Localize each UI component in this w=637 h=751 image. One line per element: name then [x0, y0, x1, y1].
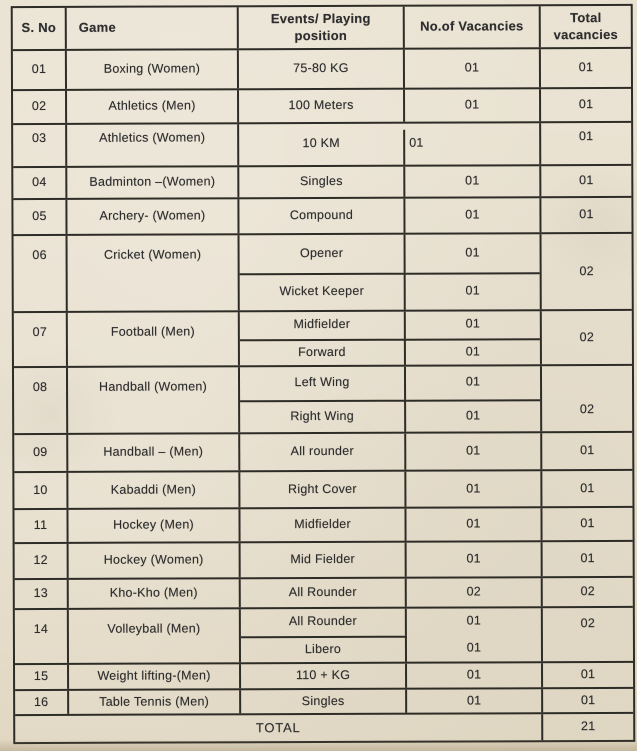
event-subrow [239, 166, 539, 197]
header-total: Total vacancies [553, 10, 619, 42]
vacancy-cell: 01 [406, 338, 540, 365]
event-cell: Mid Fielder [241, 543, 407, 578]
events-group [239, 49, 541, 88]
total-row [15, 714, 633, 742]
table-row [13, 198, 631, 236]
game-cell: Football (Men) [68, 312, 240, 366]
vacancy-cell: 01 [466, 667, 482, 682]
event-subrow [241, 663, 541, 688]
event-cell: Opener [240, 235, 406, 273]
game-cell: Hockey (Men) [68, 509, 240, 542]
sno-cell: 14 [15, 610, 69, 663]
total-cell: 01 [578, 129, 594, 144]
total-cell: 02 [579, 402, 595, 417]
total-cell: 02 [579, 329, 595, 344]
game-cell: Handball (Women) [68, 367, 240, 433]
event-cell: All Rounder [241, 579, 407, 608]
events-group [240, 471, 542, 507]
total-cell: 01 [579, 207, 594, 222]
sno-cell: 11 [14, 510, 68, 542]
event-cell: Singles [239, 167, 405, 198]
vacancy-cell: 01 [464, 60, 480, 75]
event-subrow [239, 49, 539, 88]
vacancy-cell: 01 [409, 135, 424, 150]
header-vacancies: No.of Vacancies [405, 6, 541, 47]
vacancy-cell: 02 [466, 584, 481, 599]
table-row [15, 663, 633, 691]
game-cell: Table Tennis (Men) [69, 690, 241, 714]
events-group [240, 234, 542, 310]
table-row [15, 689, 633, 716]
event-cell: Libero [241, 635, 407, 662]
game-cell: Weight lifting-(Men) [69, 664, 241, 689]
event-cell: Right Cover [240, 472, 406, 508]
table-header-row [13, 6, 631, 51]
scan-shadow [0, 739, 637, 751]
game-cell: Kabaddi (Men) [68, 472, 240, 508]
event-cell: Singles [241, 690, 407, 714]
events-group [241, 689, 543, 713]
table-row [14, 508, 632, 544]
table-body [13, 49, 633, 716]
vacancy-cell: 01 [465, 207, 480, 222]
sno-cell: 04 [13, 168, 67, 198]
events-group [240, 311, 542, 365]
table-row [14, 433, 632, 473]
vacancy-cell: 01 [465, 245, 480, 260]
vacancy-cell: 01 [465, 316, 481, 331]
sno-cell: 01 [13, 51, 67, 89]
total-cell: 02 [580, 616, 596, 631]
event-subrow [240, 272, 540, 311]
sno-cell: 12 [15, 544, 69, 578]
game-cell: Hockey (Women) [69, 543, 241, 578]
vacancy-cell: 01 [464, 97, 480, 112]
events-group [241, 542, 543, 577]
game-cell: Athletics (Men) [67, 90, 239, 123]
event-cell: Forward [240, 338, 406, 365]
event-subrow [240, 399, 540, 433]
sno-cell: 03 [13, 125, 67, 166]
total-cell: 01 [578, 60, 594, 75]
event-subrow [239, 198, 539, 233]
total-cell: 01 [579, 173, 594, 188]
header-game: Game [67, 7, 239, 49]
event-cell: All rounder [240, 434, 406, 471]
game-cell: Cricket (Women) [68, 235, 240, 311]
vacancy-cell: 01 [466, 443, 481, 458]
table-row [14, 311, 632, 368]
total-cell: 01 [580, 551, 595, 566]
sno-cell: 08 [14, 368, 68, 433]
sno-cell: 07 [14, 313, 68, 366]
sno-cell: 16 [15, 691, 69, 714]
game-cell: Handball – (Men) [68, 434, 240, 471]
event-subrow [240, 234, 540, 273]
event-subrow [240, 311, 540, 339]
vacancy-cell: 01 [466, 516, 481, 531]
event-cell: All Rounder [241, 609, 407, 636]
events-group [239, 89, 541, 122]
events-group [240, 433, 542, 470]
events-group [241, 663, 543, 688]
total-label: TOTAL [15, 714, 543, 742]
vacancy-cell: 01 [466, 551, 481, 566]
table-row [13, 166, 631, 200]
event-subrow [240, 433, 540, 470]
game-cell: Athletics (Women) [67, 124, 239, 166]
event-subrow [240, 471, 540, 507]
table-row [13, 89, 631, 125]
table-row [13, 49, 631, 91]
vacancy-table [11, 4, 636, 744]
vacancy-cell: 01 [466, 693, 482, 708]
events-group [240, 366, 542, 432]
sno-cell: 05 [13, 200, 67, 234]
event-cell: Wicket Keeper [240, 272, 406, 310]
total-cell: 01 [580, 443, 595, 458]
event-cell: 100 Meters [239, 90, 405, 123]
header-events: Events/ Playing position [239, 7, 405, 49]
event-subrow [241, 635, 541, 663]
event-cell: 110 + KG [241, 664, 407, 689]
sno-cell: 15 [15, 665, 69, 689]
vacancy-cell: 01 [466, 613, 482, 628]
event-cell: 75-80 KG [239, 50, 405, 89]
sno-cell: 10 [14, 473, 68, 508]
event-subrow [240, 508, 540, 541]
event-subrow [239, 130, 428, 166]
table-row [15, 578, 633, 610]
event-cell: Left Wing [240, 367, 406, 400]
events-group [241, 578, 543, 607]
game-cell: Volleyball (Men) [69, 609, 241, 663]
vacancy-cell: 01 [465, 173, 480, 188]
game-cell: Boxing (Women) [67, 50, 239, 89]
sno-cell: 09 [14, 435, 68, 471]
total-cell: 01 [580, 692, 596, 707]
table-row [14, 471, 632, 510]
table-row [15, 542, 633, 580]
total-cell: 01 [580, 516, 595, 531]
event-cell: Midfielder [240, 509, 406, 542]
event-subrow [241, 608, 541, 636]
game-cell: Badminton –(Women) [67, 167, 239, 198]
header-sno: S. No [13, 8, 67, 49]
events-group [239, 166, 541, 197]
events-group [241, 608, 543, 662]
vacancy-cell: 01 [406, 399, 540, 432]
grand-total-value: 21 [581, 719, 596, 734]
event-cell: Compound [239, 199, 405, 234]
event-cell: 10 KM [239, 130, 405, 166]
event-subrow [241, 578, 541, 607]
total-cell: 01 [580, 480, 595, 495]
table-row [15, 608, 633, 665]
event-cell: Midfielder [240, 312, 406, 339]
sno-cell: 06 [14, 236, 68, 311]
event-subrow [240, 366, 540, 400]
total-cell: 02 [580, 584, 595, 599]
events-group [239, 198, 541, 233]
sno-cell: 02 [13, 91, 67, 123]
total-cell: 02 [579, 263, 594, 278]
vacancy-cell: 01 [465, 374, 481, 389]
vacancy-cell: 01 [466, 481, 481, 496]
game-cell: Archery- (Women) [67, 199, 239, 234]
total-cell: 01 [580, 667, 596, 682]
event-subrow [241, 542, 541, 577]
table-row [14, 366, 632, 435]
event-subrow [239, 89, 539, 122]
sno-cell: 13 [15, 580, 69, 608]
event-cell: Right Wing [240, 399, 406, 432]
events-group [239, 123, 541, 165]
game-cell: Kho-Kho (Men) [69, 579, 241, 608]
events-group [240, 508, 542, 541]
event-subrow [240, 338, 540, 366]
table-row [14, 234, 632, 313]
table-row [13, 123, 631, 168]
event-subrow [241, 689, 541, 713]
total-cell: 01 [578, 97, 594, 112]
vacancy-cell: 01 [406, 272, 540, 310]
vacancy-cell: 01 [466, 640, 482, 655]
